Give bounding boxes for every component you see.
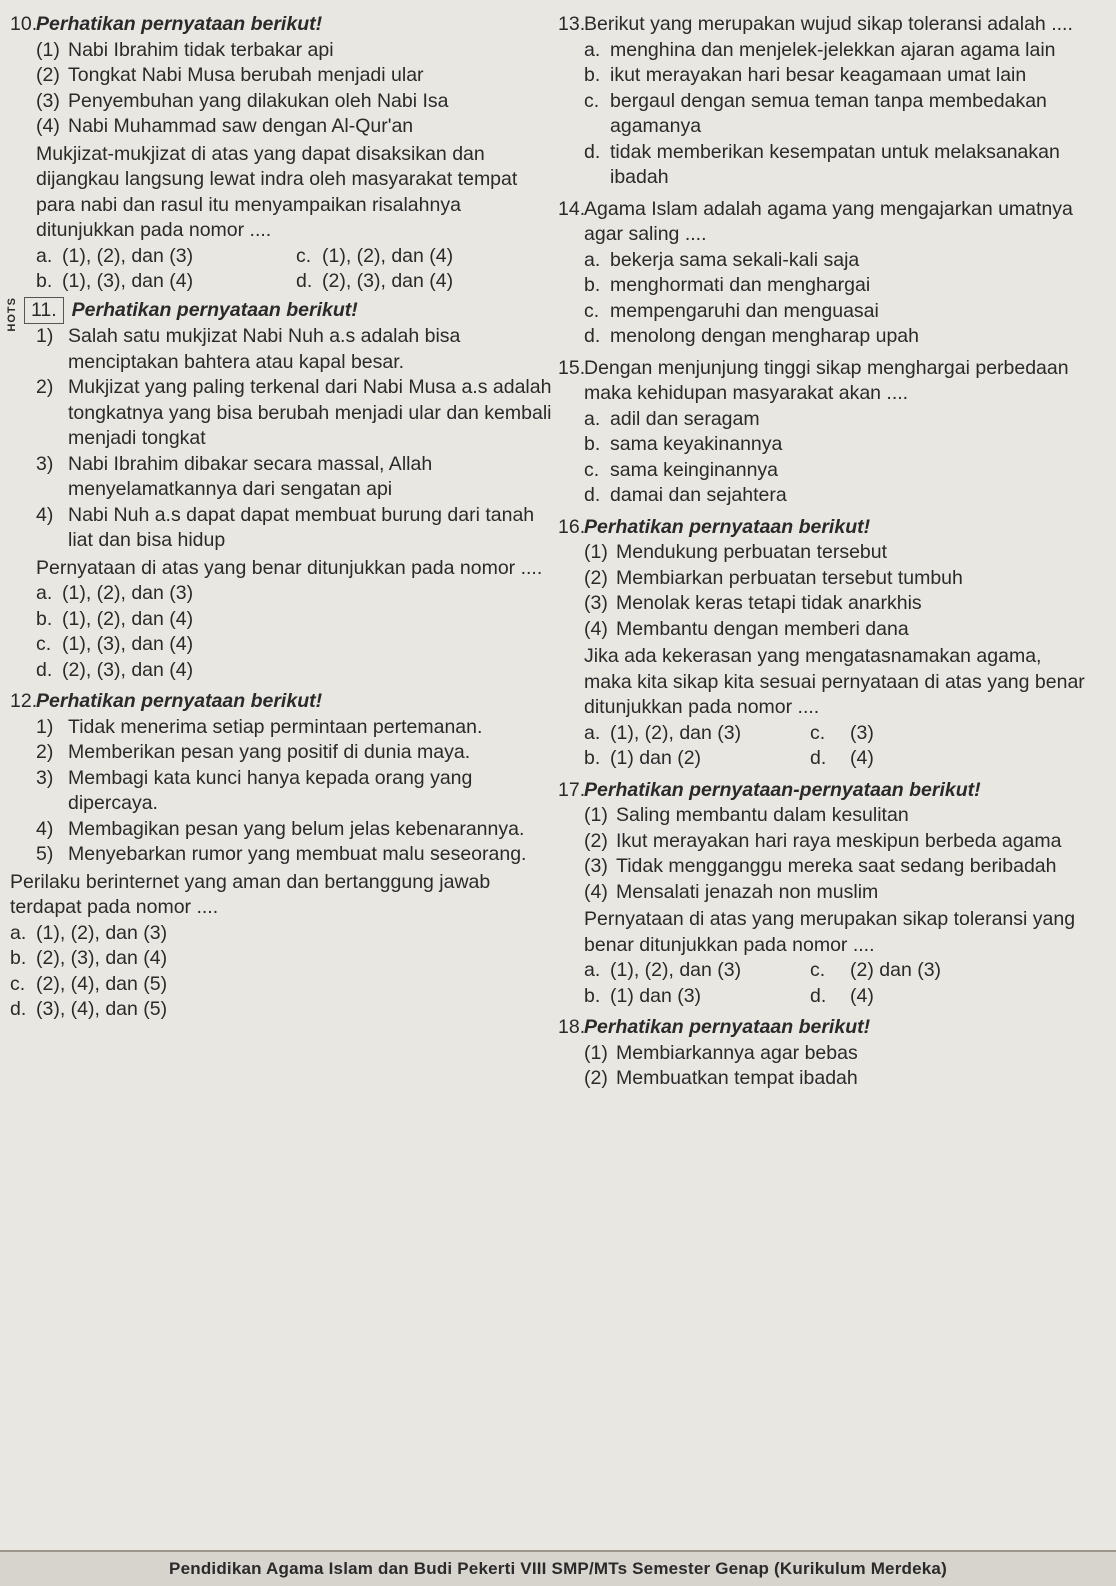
answer-option[interactable] <box>10 921 556 947</box>
answer-option[interactable] <box>36 632 556 658</box>
answer-options <box>36 244 556 295</box>
question-title: Perhatikan pernyataan berikut! <box>584 515 871 538</box>
answer-option[interactable] <box>36 581 556 607</box>
option-text: menghina dan menjelek-jelekkan ajaran agama lain <box>610 38 1056 61</box>
option-letter: a. <box>584 959 601 981</box>
item-text: Menyebarkan rumor yang membuat malu seseorang. <box>68 843 527 865</box>
statement-item <box>584 880 1094 906</box>
item-number: 3) <box>36 766 54 789</box>
statement-item <box>584 1066 1094 1092</box>
item-number: (1) <box>584 804 608 826</box>
answer-options <box>584 958 1094 1009</box>
option-letter: c. <box>584 89 600 112</box>
right-column <box>558 12 1094 1092</box>
option-letter: d. <box>296 270 313 292</box>
item-text: Nabi Ibrahim tidak terbakar api <box>68 38 334 61</box>
option-text[interactable]: (1), (2), dan (3) <box>62 244 194 267</box>
option-letter: b. <box>584 433 601 455</box>
option-letter: a. <box>584 721 601 744</box>
option-letter: c. <box>584 458 600 481</box>
item-number: 1) <box>36 325 54 347</box>
item-number: 4) <box>36 817 54 840</box>
item-text: Saling membantu dalam kesulitan <box>616 804 909 826</box>
statement-item <box>36 503 556 554</box>
answer-option[interactable] <box>584 273 1094 299</box>
option-text: tidak memberikan kesempatan untuk melaksanakan ibadah <box>610 140 1060 188</box>
answer-options <box>584 721 1094 772</box>
question-title: Perhatikan pernyataan berikut! <box>36 690 323 712</box>
question-14 <box>558 197 1094 350</box>
question-stem: Dengan menjunjung tinggi sikap menghargai perbedaan maka kehidupan masyarakat akan .... <box>584 356 1069 404</box>
item-number: 2) <box>36 376 54 398</box>
option-text: (1), (2), dan (3) <box>62 582 194 604</box>
item-number: 3) <box>36 452 54 475</box>
option-letter: c. <box>10 972 26 995</box>
statement-item <box>36 89 556 115</box>
statement-item <box>36 63 556 89</box>
question-15 <box>558 356 1094 509</box>
statement-item <box>584 591 1094 617</box>
question-number: 16. <box>558 515 586 538</box>
item-number: (1) <box>36 38 60 61</box>
question-number: 10. <box>10 13 38 35</box>
question-title: Perhatikan pernyataan-pernyataan berikut! <box>584 778 981 801</box>
answer-option[interactable] <box>10 997 556 1023</box>
item-text: Mendukung perbuatan tersebut <box>616 541 888 563</box>
option-letter: d. <box>810 984 827 1007</box>
option-letter: a. <box>36 244 53 267</box>
option-letter: c. <box>810 721 826 744</box>
item-text: Membiarkannya agar bebas <box>616 1041 858 1064</box>
option-letter: d. <box>584 325 601 347</box>
item-text: Membantu dengan memberi dana <box>616 617 909 640</box>
question-12 <box>10 689 556 1023</box>
statement-item <box>584 829 1094 855</box>
answer-option[interactable] <box>584 89 1094 140</box>
statement-item <box>36 324 556 375</box>
item-number: (4) <box>36 115 60 137</box>
question-stem: Berikut yang merupakan wujud sikap toleransi adalah .... <box>584 13 1073 35</box>
item-text: Membagi kata kunci hanya kepada orang yang dipercaya. <box>68 766 473 814</box>
option-letter: d. <box>810 747 827 769</box>
option-text: (2), (4), dan (5) <box>36 972 168 995</box>
question-number: 15. <box>558 356 586 379</box>
statement-item <box>584 566 1094 592</box>
option-text[interactable]: (1), (2), dan (3) <box>610 959 742 981</box>
option-letter: b. <box>584 984 601 1007</box>
option-text: (1), (3), dan (4) <box>62 633 194 655</box>
item-number: (4) <box>584 880 608 903</box>
statement-item <box>36 715 556 741</box>
item-text: Memberikan pesan yang positif di dunia maya. <box>68 741 471 763</box>
option-letter: a. <box>584 38 601 61</box>
statement-item <box>36 842 556 868</box>
option-text[interactable]: (1) dan (2) <box>610 747 702 769</box>
question-17 <box>558 778 1094 1010</box>
option-text[interactable]: (1) dan (3) <box>610 984 702 1007</box>
item-text: Tidak menerima setiap permintaan pertemanan. <box>68 715 483 738</box>
statement-item <box>36 114 556 140</box>
question-stem: Pernyataan di atas yang merupakan sikap toleransi yang benar ditunjukkan pada nomor .... <box>584 908 1076 956</box>
question-number: 17. <box>558 778 586 801</box>
answer-option[interactable] <box>10 946 556 972</box>
item-text: Membiarkan perbuatan tersebut tumbuh <box>616 566 963 589</box>
option-letter: c. <box>810 959 826 981</box>
item-number: (3) <box>584 855 608 877</box>
answer-option[interactable] <box>584 432 1094 458</box>
option-text[interactable]: (2) dan (3) <box>850 959 942 981</box>
option-text: menghormati dan menghargai <box>610 274 871 296</box>
answer-option[interactable] <box>584 63 1094 89</box>
option-text[interactable]: (1), (2), dan (4) <box>322 244 454 267</box>
option-letter: a. <box>584 248 601 271</box>
item-text: Penyembuhan yang dilakukan oleh Nabi Isa <box>68 89 449 112</box>
item-number: (3) <box>584 592 608 614</box>
answer-option[interactable] <box>10 972 556 998</box>
option-text: (1), (2), dan (4) <box>62 607 194 630</box>
option-letter: a. <box>584 407 601 430</box>
statement-item <box>36 375 556 452</box>
option-text: (2), (3), dan (4) <box>36 947 168 969</box>
option-letter: b. <box>10 947 27 969</box>
statement-item <box>584 1041 1094 1067</box>
question-stem: Jika ada kekerasan yang mengatasnamakan agama, maka kita sikap kita sesuai pernyataan di atas yang benar ditunjukkan pada nomor .... <box>584 645 1085 718</box>
question-title: Perhatikan pernyataan berikut! <box>36 13 323 35</box>
item-text: Salah satu mukjizat Nabi Nuh a.s adalah bisa menciptakan bahtera atau kapal besar. <box>68 325 461 373</box>
question-11 <box>6 296 556 684</box>
option-text: damai dan sejahtera <box>610 484 787 506</box>
question-stem: Agama Islam adalah agama yang mengajarkan umatnya agar saling .... <box>584 197 1073 245</box>
option-text[interactable]: (4) <box>850 747 874 769</box>
option-letter: a. <box>10 921 27 944</box>
answer-option[interactable] <box>584 38 1094 64</box>
option-text: (2), (3), dan (4) <box>62 658 194 681</box>
item-text: Mensalati jenazah non muslim <box>616 880 879 903</box>
item-text: Menolak keras tetapi tidak anarkhis <box>616 592 922 614</box>
item-text: Tidak mengganggu mereka saat sedang beribadah <box>616 855 1057 877</box>
question-number: 14. <box>558 197 586 220</box>
option-letter: b. <box>584 747 601 769</box>
statement-item <box>36 766 556 817</box>
question-13 <box>558 12 1094 191</box>
option-letter: d. <box>584 484 601 506</box>
question-title: Perhatikan pernyataan berikut! <box>584 1016 871 1038</box>
question-number: 12. <box>10 690 38 712</box>
question-number: 13. <box>558 13 586 35</box>
statement-item <box>36 38 556 64</box>
statement-item <box>36 452 556 503</box>
item-text: Mukjizat yang paling terkenal dari Nabi Musa a.s adalah tongkatnya yang bisa berubah menjadi ular dan kembali menjadi tongkat <box>68 376 552 449</box>
option-text: sama keinginannya <box>610 458 779 481</box>
statement-item <box>36 740 556 766</box>
item-number: (4) <box>584 617 608 640</box>
statement-item <box>36 817 556 843</box>
item-text: Nabi Muhammad saw dengan Al-Qur'an <box>68 115 414 137</box>
item-number: (3) <box>36 89 60 112</box>
item-number: 5) <box>36 843 54 865</box>
answer-option[interactable] <box>584 248 1094 274</box>
question-number: 11. <box>24 297 64 325</box>
option-letter: a. <box>36 582 53 604</box>
item-number: (2) <box>584 1067 608 1089</box>
option-text: sama keyakinannya <box>610 433 783 455</box>
option-letter: c. <box>296 244 312 267</box>
answer-option[interactable] <box>36 658 556 684</box>
item-number: (1) <box>584 1041 608 1064</box>
option-text[interactable]: (1), (2), dan (3) <box>610 721 742 744</box>
answer-option[interactable] <box>584 140 1094 191</box>
option-letter: b. <box>36 607 53 630</box>
question-18 <box>558 1015 1094 1092</box>
page-footer: Pendidikan Agama Islam dan Budi Pekerti VIII SMP/MTs Semester Genap (Kurikulum Merdeka) <box>0 1550 1116 1586</box>
option-text: bekerja sama sekali-kali saja <box>610 248 860 271</box>
hots-label: HOTS <box>6 296 18 332</box>
question-16 <box>558 515 1094 772</box>
answer-option[interactable] <box>36 607 556 633</box>
option-letter: b. <box>36 270 53 292</box>
option-text: (3), (4), dan (5) <box>36 998 168 1020</box>
option-text[interactable]: (1), (3), dan (4) <box>62 270 194 292</box>
item-number: 1) <box>36 715 54 738</box>
item-number: (2) <box>584 829 608 852</box>
option-text[interactable]: (3) <box>850 721 874 744</box>
item-number: 4) <box>36 503 54 526</box>
option-letter: c. <box>36 633 52 655</box>
left-column <box>6 12 556 1023</box>
question-number: 18. <box>558 1016 586 1038</box>
item-number: (1) <box>584 541 608 563</box>
option-letter: d. <box>584 140 601 163</box>
option-text: menolong dengan mengharap upah <box>610 325 920 347</box>
item-number: (2) <box>584 566 608 589</box>
item-number: 2) <box>36 741 54 763</box>
statement-item <box>584 540 1094 566</box>
option-text[interactable]: (2), (3), dan (4) <box>322 270 454 292</box>
item-text: Membuatkan tempat ibadah <box>616 1067 858 1089</box>
option-text: adil dan seragam <box>610 407 760 430</box>
option-text: (1), (2), dan (3) <box>36 921 168 944</box>
option-letter: d. <box>36 658 53 681</box>
statement-item <box>584 854 1094 880</box>
item-text: Tongkat Nabi Musa berubah menjadi ular <box>68 64 424 86</box>
option-letter: c. <box>584 299 600 322</box>
option-text: mempengaruhi dan menguasai <box>610 299 879 322</box>
option-text: bergaul dengan semua teman tanpa membedakan agamanya <box>610 89 1047 137</box>
answer-option[interactable] <box>584 407 1094 433</box>
question-stem: Perilaku berinternet yang aman dan bertanggung jawab terdapat pada nomor .... <box>10 870 491 918</box>
question-title-text: Perhatikan pernyataan berikut! <box>71 298 358 321</box>
option-text[interactable]: (4) <box>850 984 874 1007</box>
answer-option[interactable] <box>584 324 1094 350</box>
question-stem: Pernyataan di atas yang benar ditunjukkan pada nomor .... <box>36 556 543 579</box>
statement-item <box>584 803 1094 829</box>
item-text: Nabi Ibrahim dibakar secara massal, Allah menyelamatkannya dari sengatan api <box>68 452 433 500</box>
answer-option[interactable] <box>584 458 1094 484</box>
question-stem: Mukjizat-mukjizat di atas yang dapat disaksikan dan dijangkau langsung lewat indra oleh masyarakat tempat para nabi dan rasul itu menyampaikan risalahnya ditunjukkan pada nomor .... <box>36 142 518 241</box>
option-text: ikut merayakan hari besar keagamaan umat lain <box>610 64 1027 86</box>
question-title <box>31 297 556 325</box>
item-text: Ikut merayakan hari raya meskipun berbeda agama <box>616 829 1062 852</box>
answer-option[interactable] <box>584 299 1094 325</box>
option-letter: b. <box>584 274 601 296</box>
statement-item <box>584 617 1094 643</box>
item-number: (2) <box>36 64 60 86</box>
option-letter: d. <box>10 998 27 1020</box>
option-letter: b. <box>584 64 601 86</box>
answer-option[interactable] <box>584 483 1094 509</box>
item-text: Membagikan pesan yang belum jelas kebenarannya. <box>68 817 525 840</box>
item-text: Nabi Nuh a.s dapat dapat membuat burung dari tanah liat dan bisa hidup <box>68 503 535 551</box>
question-10 <box>10 12 556 295</box>
